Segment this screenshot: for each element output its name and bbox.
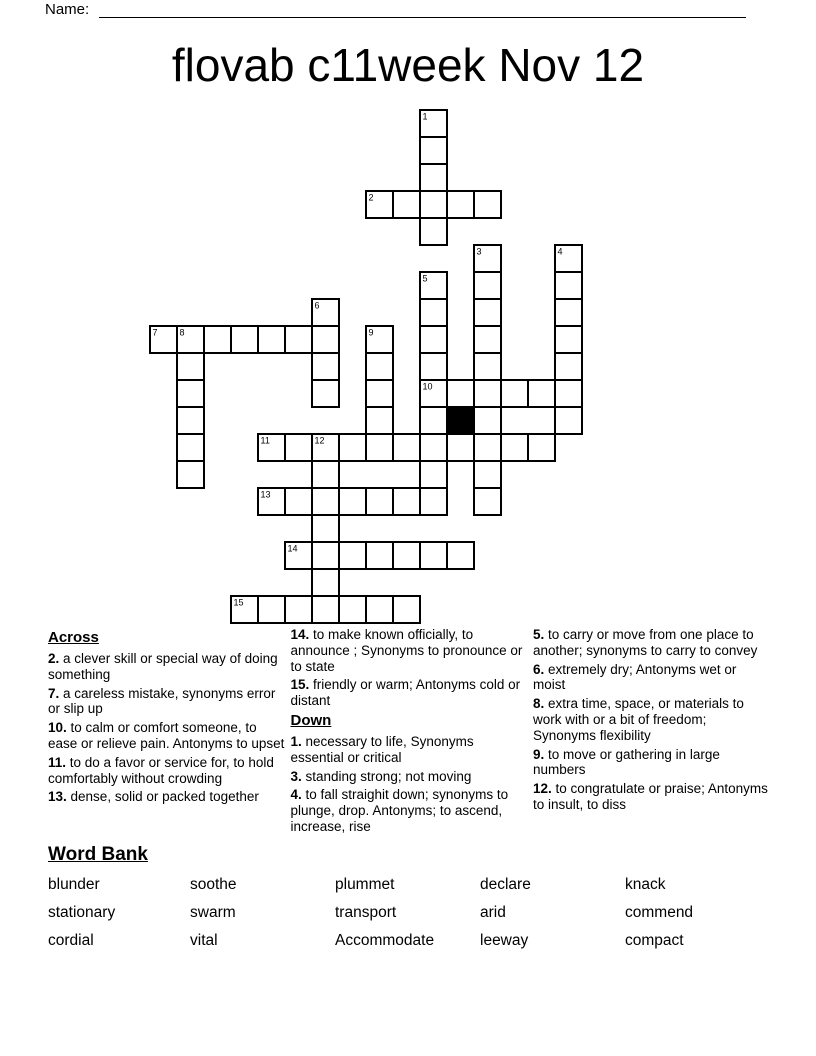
crossword-cell [312,596,339,623]
crossword-cell [312,380,339,407]
across-heading: Across [48,629,99,646]
crossword-cell [420,191,447,218]
cell-number: 13 [260,489,271,500]
word-bank-item: commend [625,904,694,921]
clue-down-12: 12. to congratulate or praise; Antonyms to insult, to diss [533,781,768,812]
crossword-cell [177,461,204,488]
crossword-cell [204,326,231,353]
crossword-cell [393,596,420,623]
crossword-cell [366,407,393,434]
clue-number: 10. [48,720,67,736]
clue-number: 11. [48,754,67,770]
crossword-cell [339,434,366,461]
cell-number: 15 [233,597,244,608]
crossword-cell [339,596,366,623]
crossword-cell [393,191,420,218]
clue-down-4: 4. to fall straighit down; synonyms to plunge, drop. Antonyms; to ascend, increase, rise [290,787,509,834]
clue-number: 14. [290,627,310,642]
crossword-cell [420,461,447,488]
clue-across-11: 11. to do a favor or service for, to hold comfortably without crowding [48,754,274,786]
crossword-cell [420,488,447,515]
word-bank-item: plummet [335,876,395,893]
clue-number: 5. [533,627,545,642]
crossword-cell [285,596,312,623]
clue-across-10: 10. to calm or comfort someone, to ease or relieve pain. Antonyms to upset [48,720,285,751]
cell-number: 3 [476,246,482,257]
clue-number: 3. [290,768,302,784]
word-bank-item: vital [190,932,218,949]
crossword-cell [366,596,393,623]
crossword-cell [474,488,501,515]
crossword-cell [312,326,339,353]
clue-number: 2. [48,651,60,666]
crossword-cell [312,461,339,488]
crossword-cell [366,488,393,515]
crossword-cell [366,434,393,461]
crossword-cell [312,569,339,596]
clue-number: 12. [533,781,552,797]
clue-number: 4. [290,787,302,803]
crossword-cell [177,353,204,380]
word-bank-section [48,843,770,950]
cell-number: 6 [314,300,320,311]
clue-number: 9. [533,746,545,762]
page-title: flovab c11week Nov 12 [171,39,645,91]
crossword-cell [285,434,312,461]
crossword-cell [555,380,582,407]
word-bank-heading: Word Bank [48,844,148,865]
crossword-cell [312,488,339,515]
crossword-cell [501,434,528,461]
cell-number: 10 [422,381,433,392]
crossword-cell [420,326,447,353]
cell-number: 14 [287,543,298,554]
cell-number: 11 [260,435,270,446]
cell-number: 2 [368,192,374,203]
crossword-cell [231,326,258,353]
crossword-cell [474,380,501,407]
clue-column-1 [48,627,285,838]
crossword-cell [339,488,366,515]
cell-number: 4 [557,246,563,257]
crossword-cell [285,488,312,515]
clues-section [48,627,770,838]
clue-down-1: 1. necessary to life, Synonyms essential or critical [290,733,474,765]
crossword-cell [339,542,366,569]
clue-column-2 [291,627,528,838]
clue-number: 6. [533,661,545,677]
word-bank-item: transport [335,904,397,921]
name-label: Name: [45,1,90,18]
blocked-cell [447,407,474,434]
crossword-grid-svg [149,109,583,624]
crossword-cell [393,434,420,461]
crossword-cell [555,299,582,326]
crossword-cell [312,542,339,569]
crossword-cell [474,299,501,326]
clue-across-7: 7. a careless mistake, synonyms error or slip up [48,685,276,717]
crossword-cell [474,191,501,218]
word-bank-item: arid [480,904,506,921]
crossword-cell [366,542,393,569]
crossword-cell [312,515,339,542]
crossword-cell [177,380,204,407]
clue-across-13: 13. dense, solid or packed together [48,789,259,805]
crossword-cell [474,326,501,353]
crossword-cell [474,272,501,299]
clue-down-6: 6. extremely dry; Antonyms wet or moist [533,661,737,693]
crossword-cell [177,434,204,461]
clue-across-2: 2. a clever skill or special way of doing something [48,651,278,682]
clue-number: 1. [290,733,302,749]
crossword-cell [312,353,339,380]
word-bank-item: knack [625,876,666,893]
crossword-cell [555,353,582,380]
crossword-cell [258,596,285,623]
clue-across-14: 14. to make known officially, to announce ; Synonyms to pronounce or to state [290,627,523,674]
crossword-cell [258,326,285,353]
crossword-cell [474,353,501,380]
word-bank-item: stationary [48,904,116,921]
name-blank-line [99,0,746,18]
crossword-cell [420,137,447,164]
crossword-cell [555,272,582,299]
crossword-cell [420,299,447,326]
crossword-cell [447,380,474,407]
clue-number: 7. [48,685,60,701]
crossword-cell [177,407,204,434]
word-bank-item: soothe [190,876,237,893]
cell-number: 9 [368,327,374,338]
word-bank-item: cordial [48,932,94,949]
word-bank-item: leeway [480,932,529,949]
crossword-cell [447,191,474,218]
cell-number: 12 [314,435,325,446]
crossword-cell [501,380,528,407]
crossword-cell [474,434,501,461]
crossword-cell [420,164,447,191]
clue-down-9: 9. to move or gathering in large numbers [533,746,720,778]
crossword-cell [528,434,555,461]
word-bank-list [48,876,770,950]
cell-number: 8 [179,327,185,338]
word-bank-item: compact [625,932,684,949]
crossword-cell [555,326,582,353]
crossword-cell [393,488,420,515]
crossword-cell [474,407,501,434]
clue-number: 8. [533,696,545,712]
word-bank-item: Accommodate [335,932,435,949]
clue-column-3 [533,627,770,838]
clue-down-5: 5. to carry or move from one place to another; synonyms to carry to convey [533,627,758,658]
clue-down-3: 3. standing strong; not moving [290,768,472,784]
crossword-cell [420,218,447,245]
crossword-grid [149,109,583,629]
clue-number: 13. [48,789,67,805]
crossword-cell [366,380,393,407]
word-bank-item: swarm [190,904,236,921]
crossword-cell [420,434,447,461]
clue-across-15: 15. friendly or warm; Antonyms cold or distant [290,677,521,709]
crossword-cell [420,407,447,434]
word-bank-item: blunder [48,876,100,893]
crossword-cell [285,326,312,353]
cell-number: 1 [422,111,428,122]
crossword-cell [447,434,474,461]
crossword-cell [420,542,447,569]
crossword-cell [528,380,555,407]
clue-number: 15. [290,677,310,693]
clue-down-8: 8. extra time, space, or materials to work with or a bit of freedom; Synonyms flexibility [533,696,744,743]
crossword-cell [474,461,501,488]
cell-number: 5 [422,273,428,284]
down-heading: Down [290,711,332,729]
cell-number: 7 [152,327,158,338]
crossword-cell [555,407,582,434]
crossword-cell [393,542,420,569]
crossword-cell [420,353,447,380]
crossword-cell [447,542,474,569]
word-bank-item: declare [480,876,531,893]
crossword-cell [366,353,393,380]
